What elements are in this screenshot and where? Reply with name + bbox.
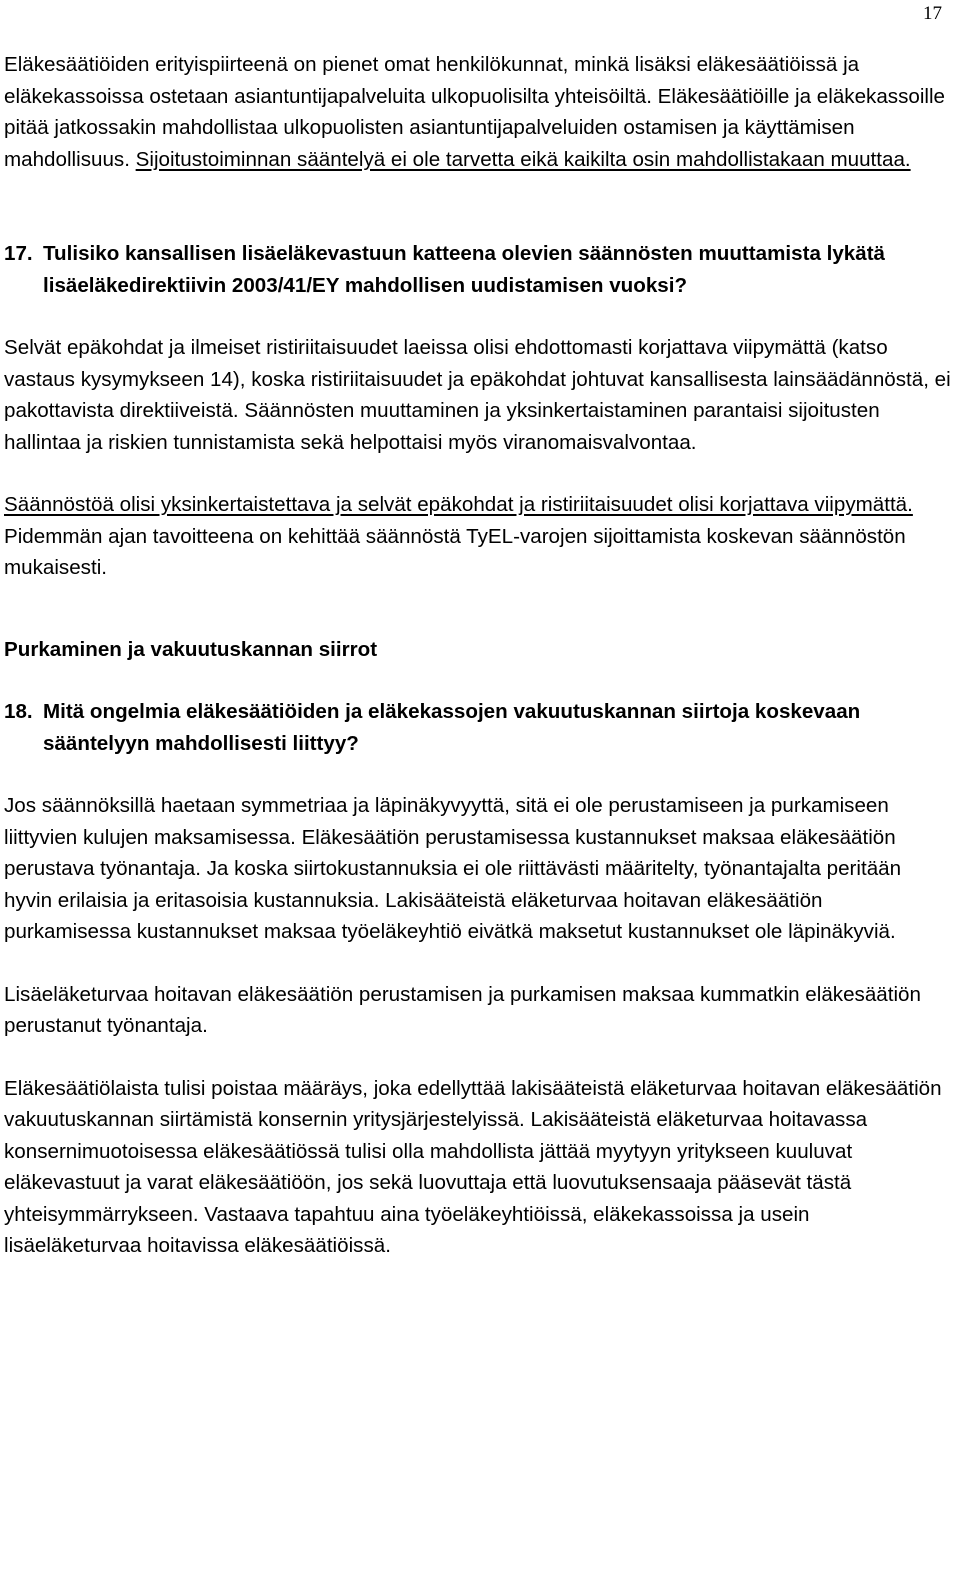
question-18-text: Mitä ongelmia eläkesäätiöiden ja eläkekassojen vakuutuskannan siirtoja koskevaan sääntelyyn mahdollisesti liittyy? xyxy=(43,700,861,755)
question-18-number: 18. xyxy=(4,700,33,723)
answer-17-paragraph-1: Selvät epäkohdat ja ilmeiset ristiriitaisuudet laeissa olisi ehdottomasti korjattava viipymättä (katso vastaus kysymykseen 14), koska ristiriitaisuudet ja epäkohdat johtuvat kansallisesta lainsäädännöstä, ei pakottavista direktiiveistä. Säännösten muuttaminen ja yksinkertaistaminen parantaisi sijoitusten hallintaa ja riskien tunnistamista sekä helpottaisi myös viranomaisvalvontaa. xyxy=(4,336,951,454)
question-17 xyxy=(4,238,952,301)
answer-17-underlined: Säännöstöä olisi yksinkertaistettava ja selvät epäkohdat ja ristiriitaisuudet olisi korjattava viipymättä. xyxy=(4,493,913,516)
question-17-text: Tulisiko kansallisen lisäeläkevastuun katteena olevien säännösten muuttamista lykätä lisäeläkedirektiivin 2003/41/EY mahdollisen uudistamisen vuoksi? xyxy=(43,242,886,297)
answer-18-paragraph-2: Lisäeläketurvaa hoitavan eläkesäätiön perustamisen ja purkamisen maksaa kummatkin eläkesäätiön perustanut työnantaja. xyxy=(4,982,921,1037)
question-18 xyxy=(4,696,952,759)
page-number: 17 xyxy=(923,3,942,24)
answer-17-paragraph-2 xyxy=(4,489,952,584)
document-body xyxy=(4,49,952,1262)
answer-17-text: Pidemmän ajan tavoitteena on kehittää säännöstä TyEL-varojen sijoittamista koskevan säännöstön mukaisesti. xyxy=(4,524,906,579)
answer-18-paragraph-1: Jos säännöksillä haetaan symmetriaa ja läpinäkyvyyttä, sitä ei ole perustamiseen ja purkamiseen liittyvien kulujen maksamisessa. Eläkesäätiön perustamisessa kustannukset maksaa eläkesäätiön perustava työnantaja. Ja koska siirtokustannuksia ei ole riittävästi määritelty, työnantajalta peritään hyvin erilaisia ja eritasoisia kustannuksia. Lakisääteistä eläketurvaa hoitavan eläkesäätiön purkamisessa kustannukset maksaa työeläkeyhtiö eivätkä maksetut kustannukset ole läpinäkyviä. xyxy=(4,794,902,943)
answer-18-paragraph-3: Eläkesäätiölaista tulisi poistaa määräys, joka edellyttää lakisääteistä eläketurvaa hoitavan eläkesäätiön vakuutuskannan siirtämistä konsernin yritysjärjestelyissä. Lakisääteistä eläketurvaa hoitavassa konsernimuotoisessa eläkesäätiössä tulisi olla mahdollista jättää myytyyn yritykseen kuuluvat eläkevastuut ja varat eläkesäätiöön, jos sekä luovuttaja että luovutuksensaaja pääsevät tästä yhteisymmärrykseen. Vastaava tapahtuu aina työeläkeyhtiöissä, eläkekassoissa ja usein lisäeläketurvaa hoitavissa eläkesäätiöissä. xyxy=(4,1076,942,1257)
paragraph-intro xyxy=(4,49,952,175)
section-heading: Purkaminen ja vakuutuskannan siirrot xyxy=(4,637,378,661)
question-17-number: 17. xyxy=(4,242,33,265)
paragraph-intro-underlined: Sijoitustoiminnan sääntelyä ei ole tarvetta eikä kaikilta osin mahdollistakaan muuttaa. xyxy=(135,147,911,171)
paragraph-intro-text: Eläkesäätiöiden erityispiirteenä on pienet omat henkilökunnat, minkä lisäksi eläkesäätiöissä ja eläkekassoissa ostetaan asiantuntijapalveluita ulkopuolisilta yhteisöiltä. Eläkesäätiöille ja eläkekassoille pitää jatkossakin mahdollistaa ulkopuolisten asiantuntijapalveluiden ostamisen ja käyttämisen mahdollisuus. xyxy=(4,53,945,171)
